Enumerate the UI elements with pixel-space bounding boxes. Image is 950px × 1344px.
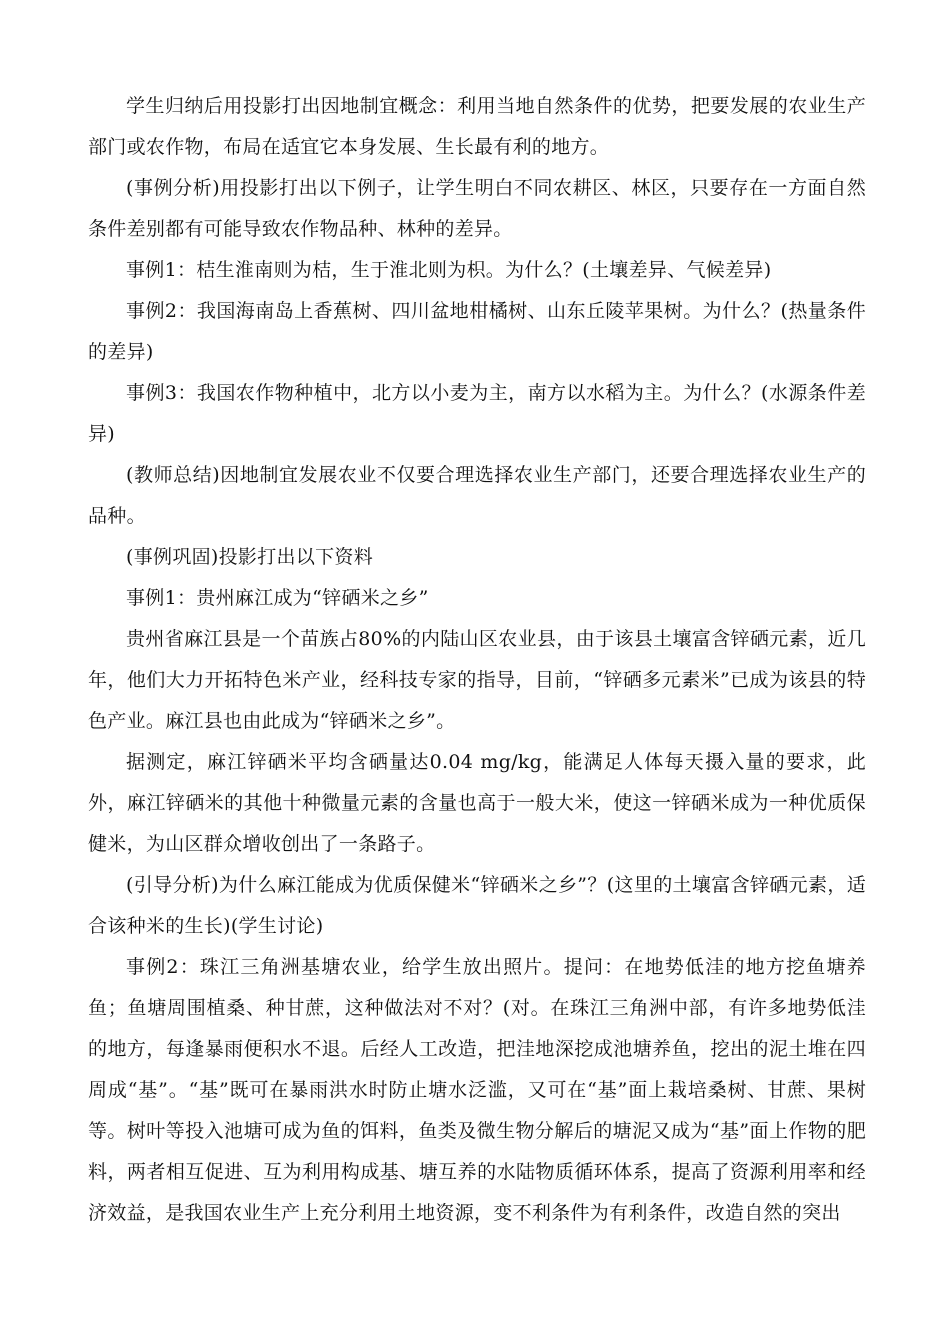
paragraph-example-1: 事例1：桔生淮南则为桔，生于淮北则为枳。为什么？(土壤差异、气候差异) xyxy=(126,259,772,281)
paragraph-majiang-county: 贵州省麻江县是一个苗族占80%的内陆山区农业县，由于该县土壤富含锌硒元素，近几年，他们大力开拓特色米产业，经科技专家的指导，目前，“锌硒多元素米”已成为该县的特色产业。麻江县也由此成为“锌硒米之乡”。 xyxy=(88,628,866,732)
paragraph-case-consolidation: (事例巩固)投影打出以下资料 xyxy=(126,546,374,568)
paragraph-case-analysis: (事例分析)用投影打出以下例子，让学生明白不同农耕区、林区，只要存在一方面自然条件差别都有可能导致农作物品种、林种的差异。 xyxy=(88,177,866,240)
paragraph-consolidation-example-1: 事例1：贵州麻江成为“锌硒米之乡” xyxy=(126,587,429,609)
paragraph-example-3: 事例3：我国农作物种植中，北方以小麦为主，南方以水稻为主。为什么？(水源条件差异) xyxy=(88,382,866,445)
paragraph-guided-analysis: (引导分析)为什么麻江能成为优质保健米“锌硒米之乡”？(这里的土壤富含锌硒元素，适合该种米的生长)(学生讨论) xyxy=(88,874,866,937)
paragraph-selenium-measurement: 据测定，麻江锌硒米平均含硒量达0.04 mg/kg，能满足人体每天摄入量的要求，此外，麻江锌硒米的其他十种微量元素的含量也高于一般大米，使这一锌硒米成为一种优质保健米，为山区群众增收创出了一条路子。 xyxy=(88,751,866,855)
document-page xyxy=(88,86,866,1234)
paragraph-example-2: 事例2：我国海南岛上香蕉树、四川盆地柑橘树、山东丘陵苹果树。为什么？(热量条件的差异) xyxy=(88,300,866,363)
paragraph-concept: 学生归纳后用投影打出因地制宜概念：利用当地自然条件的优势，把要发展的农业生产部门或农作物，布局在适宜它本身发展、生长最有利的地方。 xyxy=(88,95,866,158)
paragraph-pearl-river-delta: 事例2：珠江三角洲基塘农业，给学生放出照片。提问：在地势低洼的地方挖鱼塘养鱼；鱼塘周围植桑、种甘蔗，这种做法对不对？(对。在珠江三角洲中部，有许多地势低洼的地方，每逢暴雨便积水不退。后经人工改造，把洼地深挖成池塘养鱼，挖出的泥土堆在四周成“基”。“基”既可在暴雨洪水时防止塘水泛滥，又可在“基”面上栽培桑树、甘蔗、果树等。树叶等投入池塘可成为鱼的饵料，鱼类及微生物分解后的塘泥又成为“基”面上作物的肥料，两者相互促进、互为利用构成基、塘互养的水陆物质循环体系，提高了资源利用率和经济效益，是我国农业生产上充分利用土地资源，变不利条件为有利条件，改造自然的突出 xyxy=(88,956,866,1224)
paragraph-teacher-summary: (教师总结)因地制宜发展农业不仅要合理选择农业生产部门，还要合理选择农业生产的品种。 xyxy=(88,464,866,527)
